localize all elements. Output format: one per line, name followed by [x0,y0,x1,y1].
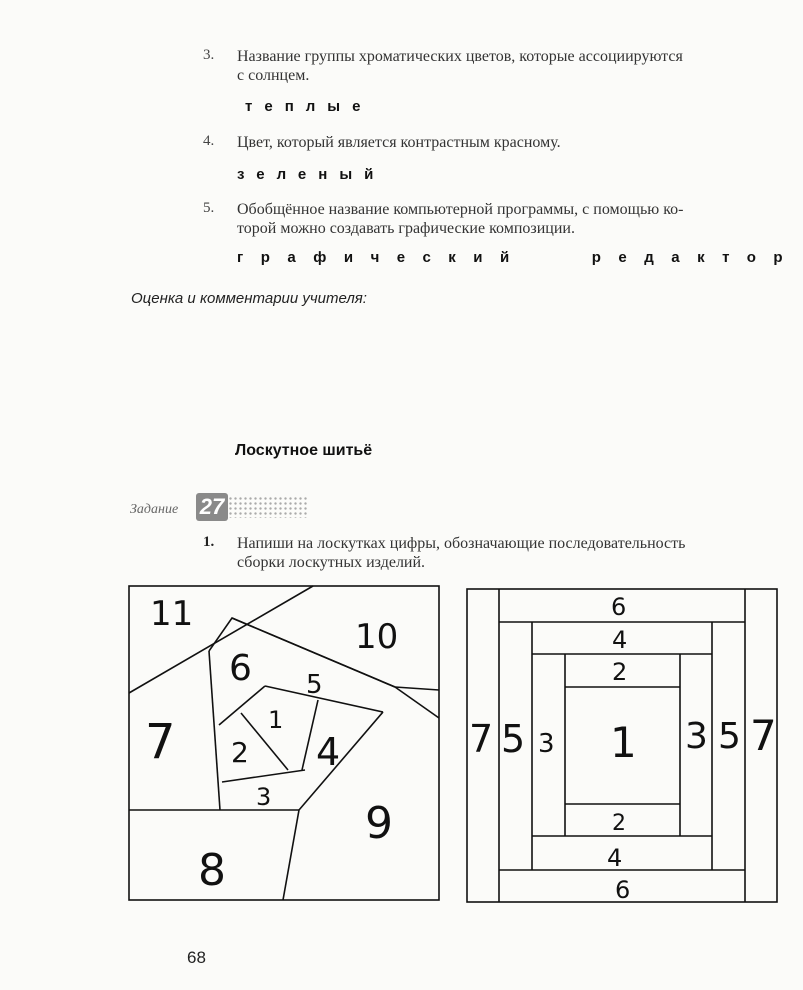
question-4-line1: Цвет, который является контрастным красному. [237,134,561,151]
question-3-answer: теплые [245,98,373,115]
exercise-number: 1. [203,534,215,550]
log-cabin-label-center: 1 [610,718,637,767]
log-cabin-label-left-inner: 3 [538,729,555,759]
question-5-line2: торой можно создавать графические композиции. [237,220,575,237]
log-cabin-label-top-inner: 2 [612,658,628,686]
log-cabin-label-right-inner: 3 [685,716,708,757]
log-cabin-label-left-outer: 7 [469,717,494,761]
log-cabin-label-bottom-outer: 6 [615,876,631,904]
patch-label-6: 6 [229,648,252,689]
patch-label-7: 7 [145,714,176,770]
log-cabin-label-left-middle: 5 [501,717,526,761]
patch-label-10: 10 [355,617,399,657]
log-cabin-label-bottom-inner: 2 [612,811,626,836]
question-3-number: 3. [203,47,215,63]
exercise-line1: Напиши на лоскутках цифры, обозначающие последовательность [237,535,686,552]
log-cabin-label-right-outer: 7 [750,711,777,760]
question-3-line2: с солнцем. [237,67,310,84]
question-4-answer: зеленый [237,166,386,183]
question-4-number: 4. [203,133,215,149]
question-3-line1: Название группы хроматических цветов, которые ассоциируются [237,48,683,65]
patch-label-5: 5 [306,670,323,700]
exercise-line2: сборки лоскутных изделий. [237,554,426,571]
teacher-comment-label: Оценка и комментарии учителя: [131,290,367,307]
task-label: Задание [130,502,179,517]
patch-label-9: 9 [365,798,393,849]
patch-label-8: 8 [198,845,226,896]
question-5-number: 5. [203,200,215,216]
log-cabin-label-right-middle: 5 [718,716,741,757]
log-cabin-label-bottom-middle: 4 [607,844,623,872]
task-number-badge: 27 [196,493,228,521]
patch-label-11: 11 [150,594,194,634]
question-5-answer: графический редактор [237,249,801,266]
log-cabin-label-top-outer: 6 [611,593,627,621]
page-number: 68 [187,948,206,967]
patch-label-2: 2 [231,736,249,769]
patch-label-4: 4 [316,730,341,774]
patch-label-1: 1 [268,706,284,734]
log-cabin-label-top-middle: 4 [612,626,628,654]
question-5-line1: Обобщённое название компьютерной программы, с помощью ко- [237,201,684,218]
section-title: Лоскутное шитьё [235,442,373,459]
patch-label-3: 3 [256,783,272,811]
